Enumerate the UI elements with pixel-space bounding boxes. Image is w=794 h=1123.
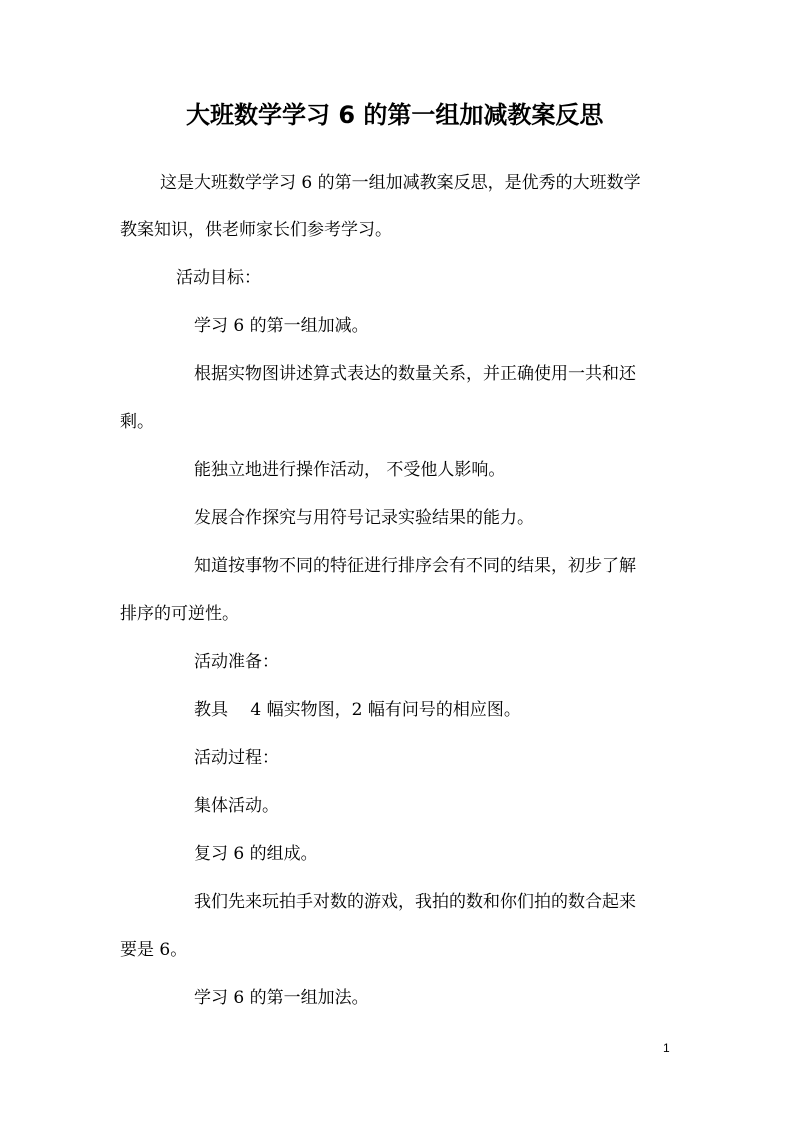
paragraph-learn-addition: 学习 6 的第一组加法。 [194,988,369,1008]
paragraph-goal-3: 能独立地进行操作活动， 不受他人影响。 [194,460,506,480]
paragraph-goal-2-line1: 根据实物图讲述算式表达的数量关系，并正确使用一共和还 [194,364,636,384]
paragraph-teaching-aids: 教具 4 幅实物图，2 幅有问号的相应图。 [194,700,521,720]
document-title: 大班数学学习 6 的第一组加减教案反思 [186,101,604,129]
page-number: 1 [663,1041,670,1055]
section-heading-preparation: 活动准备： [194,652,279,672]
paragraph-goal-5-line2: 排序的可逆性。 [120,604,239,624]
paragraph-group-activity: 集体活动。 [194,796,279,816]
paragraph-intro-line2: 教案知识，供老师家长们参考学习。 [120,220,392,240]
paragraph-clap-game-line2: 要是 6。 [120,940,188,960]
section-heading-goals: 活动目标： [176,268,261,288]
paragraph-goal-5-line1: 知道按事物不同的特征进行排序会有不同的结果，初步了解 [194,556,636,576]
paragraph-review: 复习 6 的组成。 [194,844,318,864]
paragraph-goal-2-line2: 剩。 [120,412,154,432]
paragraph-goal-1: 学习 6 的第一组加减。 [194,316,369,336]
paragraph-goal-4: 发展合作探究与用符号记录实验结果的能力。 [194,508,534,528]
paragraph-intro-line1: 这是大班数学学习 6 的第一组加减教案反思，是优秀的大班数学 [160,173,641,193]
section-heading-process: 活动过程： [194,748,279,768]
paragraph-clap-game-line1: 我们先来玩拍手对数的游戏，我拍的数和你们拍的数合起来 [194,892,636,912]
